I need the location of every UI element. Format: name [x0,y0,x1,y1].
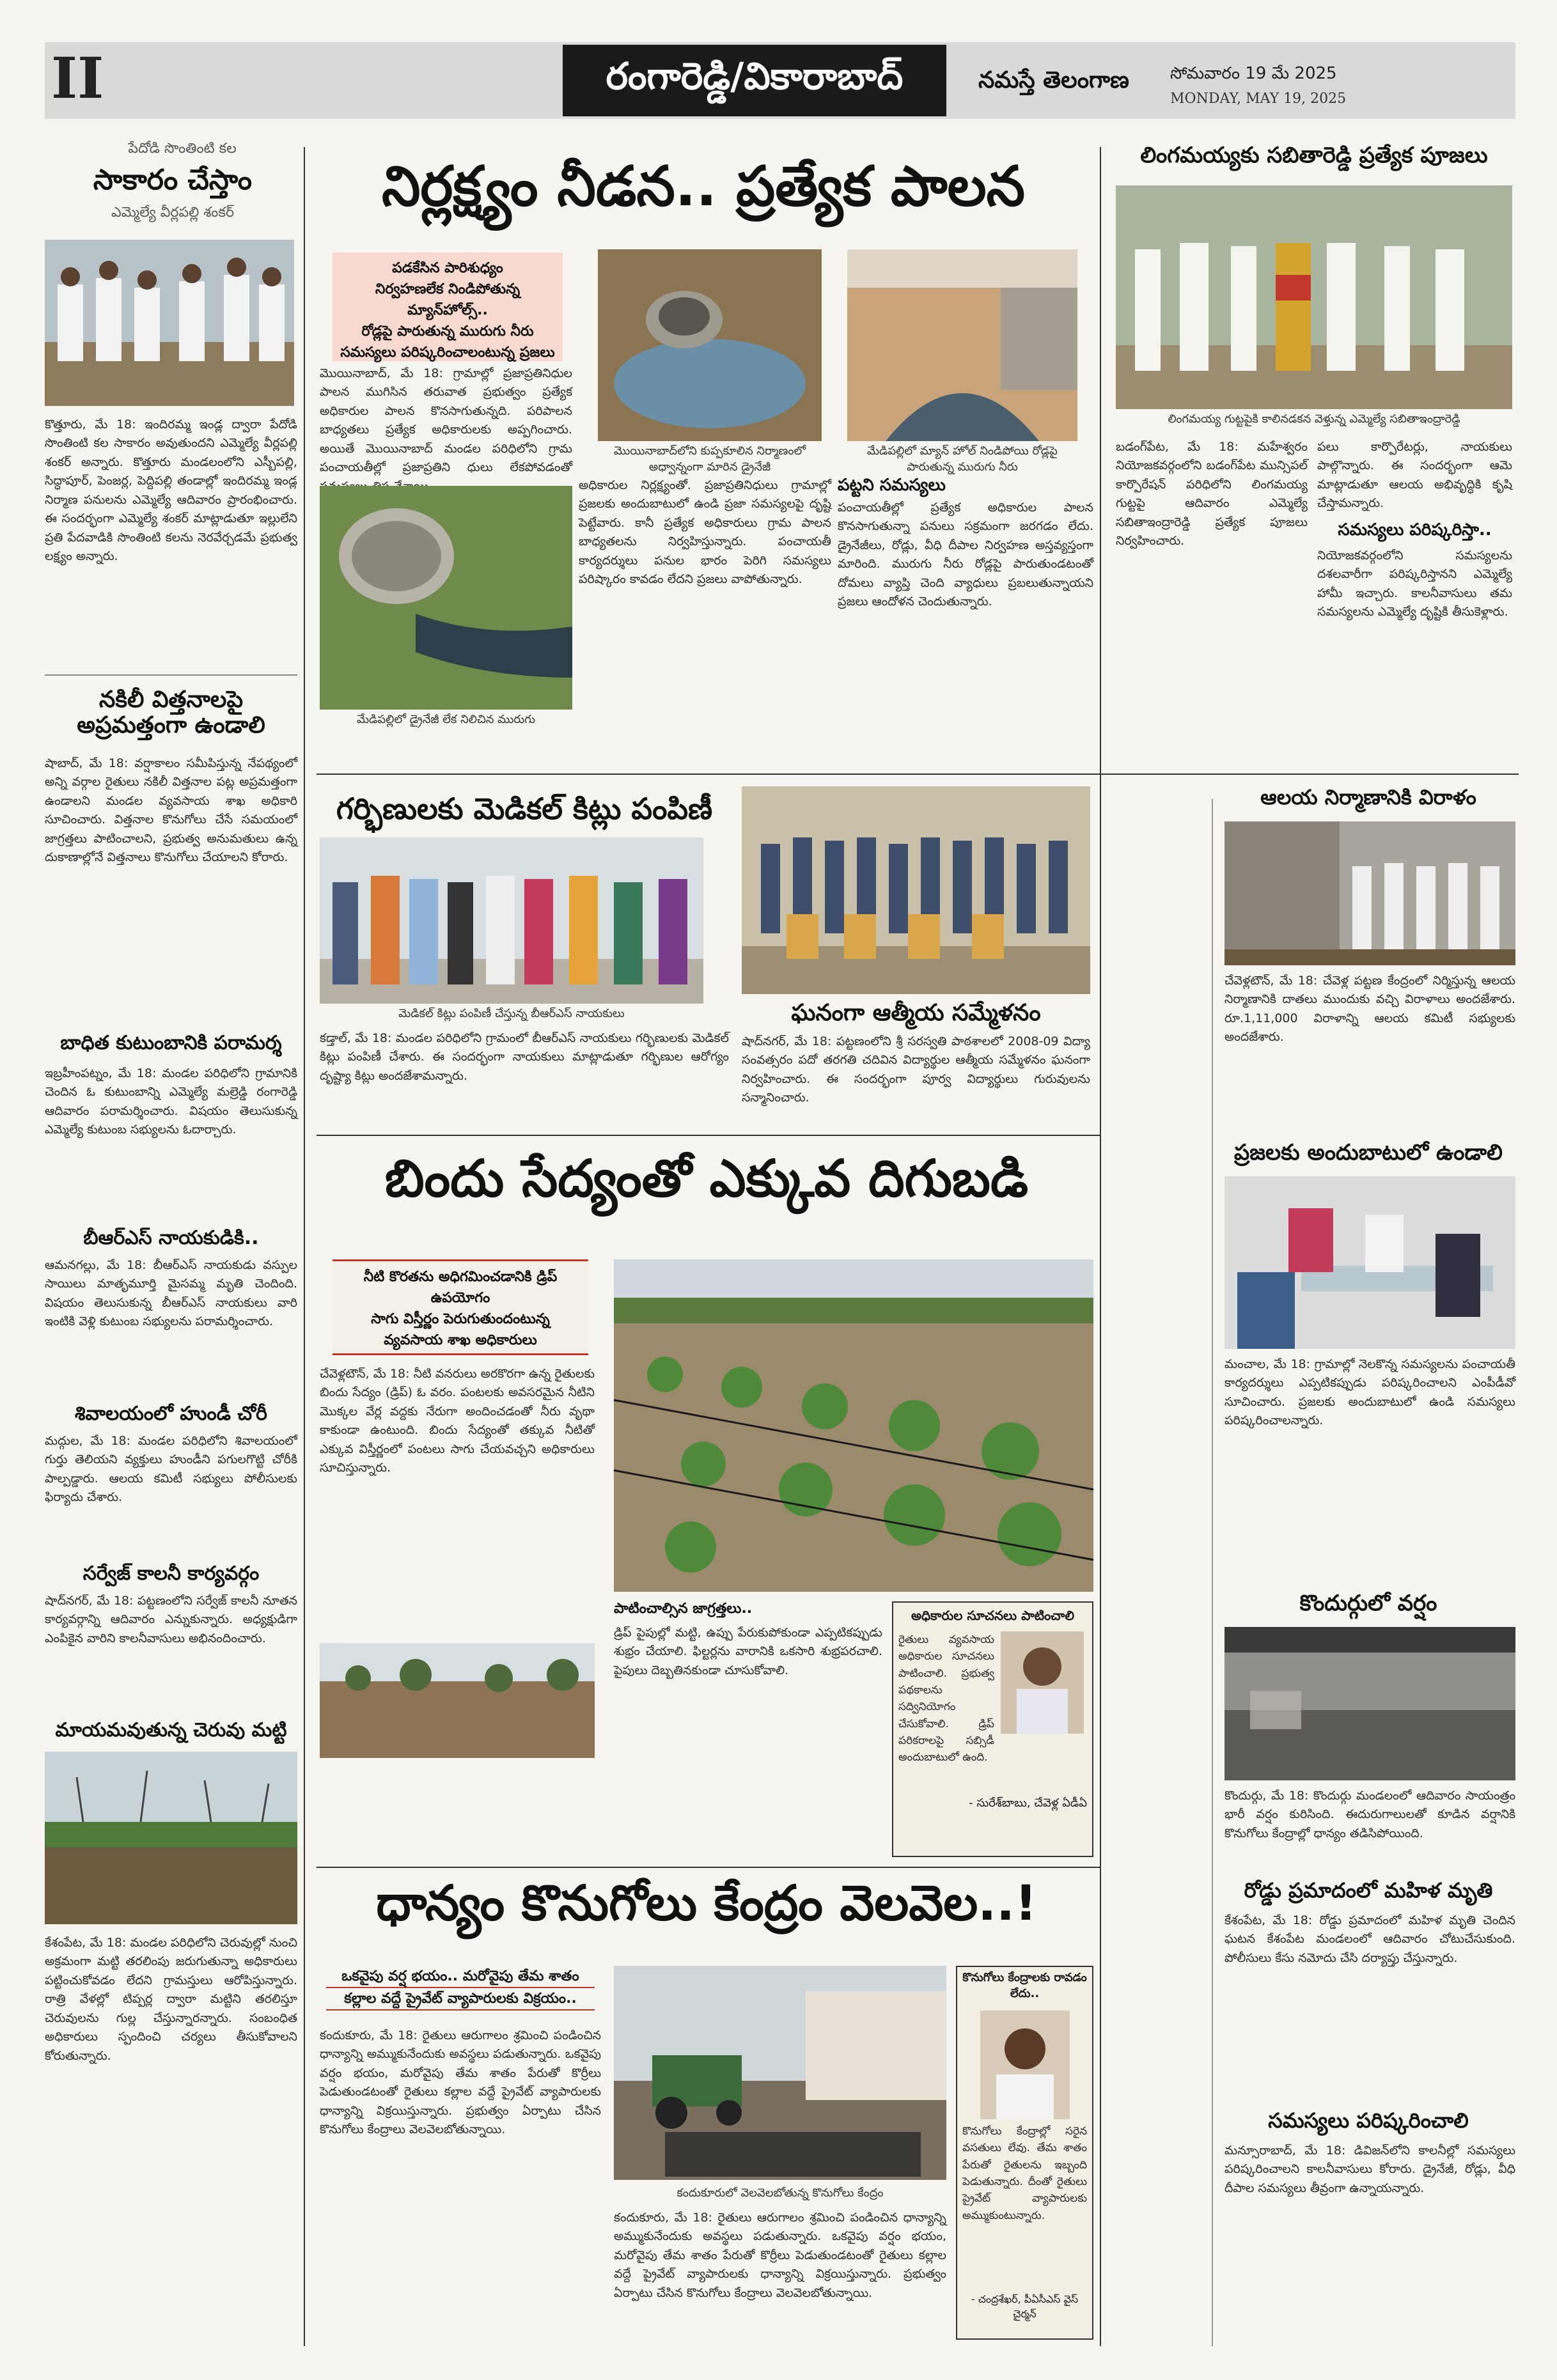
deck-line: నిర్వహణలేక నిండిపోతున్న మ్యాన్‌హోల్స్.. [375,281,520,318]
edition-title: రంగారెడ్డి/వికారాబాద్ [563,45,946,116]
story-headline: రోడ్డు ప్రమాదంలో మహిళ మృతి [1244,1878,1493,1902]
story-subhead: సమస్యలు పరిష్కరిస్తా.. [1338,520,1492,540]
story-body: కందుకూరు, మే 18: రైతులు ఆరుగాలం శ్రమించి పండించిన ధాన్యాన్ని అమ్ముకునేందుకు అవస్థలు పడుతున్నారు. ఒకవైపు వర్షం భయం, మరోవైపు తేమ శాతం పేరుతో కొర్రీలు పెడుతుండటంతో రైతులు కల్లాల వద్దే ప్రైవేట్ వ్యాపారులకు ధాన్యాన్ని విక్రయిస్తున్నారు. ప్రభుత్వం ఏర్పాటు చేసిన కొనుగోలు కేంద్రాలు వెలవెలబోతున్నాయి. [320,2028,601,2137]
news-photo [1224,821,1515,965]
story-body: పంచాయతీల్లో ప్రత్యేక అధికారుల పాలన కొనసాగుతున్నా పనులు సక్రమంగా జరగడం లేదు. డ్రైనేజీలు, రోడ్లు, వీధి దీపాల నిర్వహణ అస్తవ్యస్తంగా మారింది. మురుగు నీరు రోడ్లపై పారుతుండటంతో దోమలు వ్యాప్తి చెంది వ్యాధులు ప్రబలుతున్నాయని ప్రజలు ఆందోళన చెందుతున్నారు. [838,501,1093,609]
quote-title: కొనుగోలు కేంద్రాలకు రావడం లేదు.. [962,1971,1087,2000]
story-body: షాబాద్, మే 18: వర్షాకాలం సమీపిస్తున్న నేపథ్యంలో అన్ని వర్గాల రైతులు నకిలీ విత్తనాల పట్ల అప్రమత్తంగా ఉండాలని మండల వ్యవసాయ శాఖ అధికారి సూచించారు. విత్తనాల కొనుగోలు చేసే సమయంలో జాగ్రత్తలు పాటించాలని, ప్రభుత్వ అనుమతులు ఉన్న దుకాణాల్లోనే విత్తనాలు కొనుగోలు చేయాలని కోరారు. [45,756,297,865]
quote-body: రైతులు వ్యవసాయ అధికారుల సూచనలు పాటించాలి. ప్రభుత్వ పథకాలను సద్వినియోగం చేసుకోవాలి. డ్రిప్ పరికరాలపై సబ్సిడీ అందుబాటులో ఉంది. [898,1633,994,1764]
deck-line: రోడ్లపై పారుతున్న మురుగు నీరు [361,323,534,339]
column-rule [1100,147,1101,2346]
story-headline: లింగమయ్యకు సబితారెడ్డి ప్రత్యేక పూజలు [1140,143,1488,168]
story-headline: సాకారం చేస్తాం [93,164,253,196]
story-byline: ఎమ్మెల్యే వీర్లపల్లి శంకర్ [111,205,234,221]
quote-body: కొనుగోలు కేంద్రాల్లో సరైన వసతులు లేవు. తేమ శాతం పేరుతో రైతులను ఇబ్బంది పెడుతున్నారు. దీంతో రైతులు ప్రైవేట్ వ్యాపారులకు అమ్ముకుంటున్నారు. [962,2125,1087,2222]
story-body: అధికారుల నిర్లక్ష్యంతో. ప్రజాప్రతినిధులు గ్రామాల్లో ప్రజలకు అందుబాటులో ఉండి ప్రజా సమస్యలపై దృష్టి పెట్టేవారు. కానీ ప్రత్యేక అధికారులు గ్రామ పాలన బాధ్యతలను నిర్వహిస్తున్నారు. పంచాయతీ కార్యదర్శులు పనుల భారం పెరిగి సమస్యలు పరిష్కారం కావడం లేదని ప్రజలు వాపోతున్నారు. [579,478,831,587]
story-body: డ్రిప్ పైపుల్లో మట్టి, ఉప్పు పేరుకుపోకుండా ఎప్పటికప్పుడు శుభ్రం చేయాలి. ఫిల్టర్లను వారానికి ఒకసారి శుభ్రపరచాలి. పైపులు దెబ్బతినకుండా చూసుకోవాలి. [614,1626,882,1677]
newspaper-brand: నమస్తే తెలంగాణ [978,67,1129,93]
deck-line: ఒకవైపు వర్ష భయం.. మరోవైపు తేమ శాతం [341,1968,579,1984]
story-headline: మాయమవుతున్న చెరువు మట్టి [55,1719,287,1741]
divider [317,1135,1100,1136]
story-body: పలు కార్పొరేటర్లు, నాయకులు పాల్గొన్నారు. ఈ సందర్భంగా ఆమె మాట్లాడుతూ ఆలయ అభివృద్ధికి కృషి చేస్తామన్నారు. [1317,440,1512,511]
news-photo [847,249,1077,441]
person-photo [1001,1631,1084,1734]
photo-caption: మేడిపల్లిలో డ్రైనేజీ లేక నిలిచిన మురుగు [356,713,536,726]
story-body: కడ్తాల్, మే 18: మండల పరిధిలోని గ్రామంలో బీఆర్ఎస్ నాయకులు గర్భిణులకు మెడికల్ కిట్లు పంపిణీ చేశారు. ఈ సందర్భంగా నాయకులు మాట్లాడుతూ గర్భిణుల ఆరోగ్యం దృష్ట్యా కిట్లు అందజేశామన్నారు. [320,1031,729,1083]
news-photo [45,1752,297,1924]
story-body: కందుకూరు, మే 18: రైతులు ఆరుగాలం శ్రమించి పండించిన ధాన్యాన్ని అమ్ముకునేందుకు అవస్థలు పడుతున్నారు. ఒకవైపు వర్షం భయం, మరోవైపు తేమ శాతం పేరుతో కొర్రీలు పెడుతుండటంతో రైతులు కల్లాల వద్దే ప్రైవేట్ వ్యాపారులకు ధాన్యాన్ని విక్రయిస్తున్నారు. ప్రభుత్వం ఏర్పాటు చేసిన కొనుగోలు కేంద్రాలు వెలవెలబోతున్నాయి. [614,2211,946,2300]
deck-line: వ్యవసాయ శాఖ అధికారులు [384,1332,537,1348]
story-headline: సమస్యలు పరిష్కరించాలి [1268,2108,1469,2133]
date-telugu: సోమవారం 19 మే 2025 [1170,64,1337,83]
divider [45,674,297,676]
deck-line: కల్లాల వద్దే ప్రైవేట్ వ్యాపారులకు విక్రయం.. [326,1987,595,2011]
news-photo [1224,1176,1515,1349]
quote-title: అధికారుల సూచనలు పాటించాలి [911,1608,1074,1623]
deck-line: నీటి కొరతను అధిగమించడానికి డ్రిప్ ఉపయోగం [363,1269,558,1306]
column-rule [304,147,305,2346]
quote-signature: - చంద్రశేఖర్, పీఏసీఎస్ వైస్ చైర్మన్ [971,2293,1079,2320]
deck-line: పడకేసిన పారిశుధ్యం [392,260,503,276]
story-kicker: పేదోడి సొంతింటి కల [128,141,237,157]
story-headline: ఘనంగా ఆత్మీయ సమ్మేళనం [791,1000,1041,1026]
deck-line: సాగు విస్తీర్ణం పెరుగుతుందంటున్న [371,1311,550,1327]
page-number: II [51,45,104,111]
news-photo [614,1259,1093,1592]
lead-deck [333,253,563,361]
story-body: మద్గుల, మే 18: మండల పరిధిలోని శివాలయంలో గుర్తు తెలియని వ్యక్తులు హుండీని పగులగొట్టి చోరీకి పాల్పడ్డారు. ఆలయ కమిటీ సభ్యులు పోలీసులకు ఫిర్యాదు చేశారు. [45,1434,297,1505]
news-photo [614,1966,946,2180]
story-headline: గర్భిణులకు మెడికల్ కిట్లు పంపిణీ [336,791,713,826]
person-photo [980,2011,1070,2119]
story-body: షాద్‌నగర్, మే 18: పట్టణంలోని శ్రీ సరస్వతి పాఠశాలలో 2008-09 విద్యా సంవత్సరం పదో తరగతి చదివిన విద్యార్థుల ఆత్మీయ సమ్మేళనం ఘనంగా నిర్వహించారు. ఈ సందర్భంగా పూర్వ విద్యార్థులు గురువులను సన్మానించారు. [742,1034,1090,1105]
date-english: MONDAY, MAY 19, 2025 [1170,91,1347,107]
story-deck [333,1259,588,1355]
story-headline: ఆలయ నిర్మాణానికి విరాళం [1260,785,1476,809]
photo-caption: మొయినాబాద్‌లోని కుప్పకూలిన నిర్మాణంలో అధ్వాన్నంగా మారిన డ్రైనేజీ [613,444,806,474]
story-body: ఇబ్రహీంపట్నం, మే 18: మండల పరిధిలోని గ్రామానికి చెందిన ఓ కుటుంబాన్ని ఎమ్మెల్యే మల్రెడ్డి రంగారెడ్డి ఆదివారం పరామర్శించారు. విషయం తెలుసుకున్న ఎమ్మెల్యే కుటుంబ సభ్యులను ఓదార్చారు. [45,1066,297,1137]
story-body: మంచాల, మే 18: గ్రామాల్లో నెలకొన్న సమస్యలను పంచాయతీ కార్యదర్శులు ఎప్పటికప్పుడు పరిష్కరించాలని ఎంపీడీవో సూచించారు. ప్రజలకు అందుబాటులో ఉండి సమస్యలు పరిష్కరించాలన్నారు. [1224,1357,1515,1428]
story-body: బడంగ్‌పేట, మే 18: మహేశ్వరం నియోజకవర్గంలోని బడంగ్‌పేట మున్సిపల్ కార్పొరేషన్ పరిధిలోని లింగమయ్య గుట్టపై ఆదివారం ఎమ్మెల్యే సబితాఇంద్రారెడ్డి ప్రత్యేక పూజలు నిర్వహించారు. [1116,440,1308,548]
story-body: మొయినాబాద్, మే 18: గ్రామాల్లో ప్రజాప్రతినిధుల పాలన ముగిసిన తరువాత ప్రభుత్వం ప్రత్యేక అధికారుల పాలన కొనసాగుతున్నది. పరిపాలన బాధ్యతలు ప్రత్యేక అధికారులకు అప్పగించారు. అయితే మొయినాబాద్ మండల పరిధిలోని గ్రామ పంచాయతీల్లో ప్రజాప్రతిని ధులు లేకపోవడంతో [320,366,572,475]
story-headline: సర్వేజ్ కాలనీ కార్యవర్గం [82,1562,260,1585]
story-body: చేవెళ్లటౌన్, మే 18: నీటి వనరులు అరకొరగా ఉన్న రైతులకు బిందు సేద్యం (డ్రిప్) ఓ వరం. పంటలకు అవసరమైన నీటిని మొక్కల వేర్ల వద్దకు నేరుగా అందించడంతో నీరు వృథా కాకుండా ఉంటుంది. బిందు సేద్యంతో తక్కువ నీటితో ఎక్కువ విస్తీర్ణంలో పంటలు సాగు చేయవచ్చని అధికారులు సూచిస్తున్నారు. [320,1367,595,1475]
story-headline: బాధిత కుటుంబానికి పరామర్శ [60,1032,282,1054]
story-body: కేశంపేట, మే 18: మండల పరిధిలోని చెరువుల్లో నుంచి అక్రమంగా మట్టి తరలింపు జరుగుతున్నా అధికారులు పట్టించుకోవడం లేదని గ్రామస్తులు ఆరోపిస్తున్నారు. రాత్రి వేళల్లో టిప్పర్ల ద్వారా మట్టిని తరలిస్తూ చెరువులను గుల్ల చేస్తున్నారన్నారు. సంబంధిత అధికారులు స్పందించి చర్యలు తీసుకోవాలని కోరుతున్నారు. [45,1936,297,2063]
story-body: చేవెళ్లటౌన్, మే 18: చేవెళ్ల పట్టణ కేంద్రంలో నిర్మిస్తున్న ఆలయ నిర్మాణానికి దాతలు ముందుకు వచ్చి విరాళాలు అందజేశారు. రూ.1,11,000 విరాళాన్ని ఆలయ కమిటీ సభ్యులకు అందజేశారు. [1224,974,1515,1045]
story-body: ఆమనగల్లు, మే 18: బీఆర్ఎస్ నాయకుడు వస్పుల సాయిలు మాతృమూర్తి మైసమ్మ మృతి చెందింది. విషయం తెలుసుకున్న బీఆర్ఎస్ నాయకులు వారి ఇంటికి వెళ్లి కుటుంబ సభ్యులను పరామర్శించారు. [45,1258,297,1329]
quote-box [892,1601,1093,1857]
story-headline: బిందు సేద్యంతో ఎక్కువ దిగుబడి [384,1149,1029,1208]
news-photo [1224,1627,1515,1780]
photo-caption: మెడికల్ కిట్లు పంపిణీ చేస్తున్న బీఆర్ఎస్ నాయకులు [398,1007,625,1020]
column-rule [1212,799,1213,2346]
news-photo [45,240,294,406]
story-subhead: పాటించాల్సిన జాగ్రత్తలు.. [614,1601,753,1617]
story-headline: ధాన్యం కొనుగోలు కేంద్రం వెలవెల..! [376,1874,1037,1931]
story-headline: శివాలయంలో హుండీ చోరీ [75,1403,267,1425]
deck-line: సమస్యలు పరిష్కరించాలంటున్న ప్రజలు [340,345,555,361]
story-headline: బీఆర్ఎస్ నాయకుడికి.. [83,1227,259,1249]
news-photo [1116,185,1512,409]
quote-box [956,1966,1093,2340]
news-photo [320,837,703,1004]
photo-caption: కందుకూరులో వెలవెలబోతున్న కొనుగోలు కేంద్రం [677,2186,884,2200]
lead-headline: నిర్లక్ష్యం నీడన.. ప్రత్యేక పాలన [382,155,1025,219]
story-headline: కొందుర్గులో వర్షం [1299,1591,1437,1616]
divider [317,774,1519,775]
news-photo [320,486,572,710]
news-photo [320,1643,595,1758]
lead-subhead: పట్టని సమస్యలు [838,476,946,495]
photo-caption: లింగమయ్య గుట్టపైకి కాలినడకన వెళ్తున్న ఎమ్మెల్యే సబితాఇంద్రారెడ్డి [1168,412,1460,426]
news-photo [598,249,822,441]
story-body: నియోజకవర్గంలోని సమస్యలను దశలవారీగా పరిష్కరిస్తానని ఎమ్మెల్యే హామీ ఇచ్చారు. కాలనీవాసులు తమ సమస్యలను ఎమ్మెల్యే దృష్టికి తీసుకెళ్లారు. [1317,548,1512,619]
divider [317,1867,1100,1868]
news-photo [742,786,1090,994]
story-body: కొందుర్గు, మే 18: కొందుర్గు మండలంలో ఆదివారం సాయంత్రం భారీ వర్షం కురిసింది. ఈదురుగాలులతో కూడిన వర్షానికి కొనుగోలు కేంద్రాల్లో ధాన్యం తడిసిపోయింది. [1224,1789,1515,1840]
story-body: మన్సూరాబాద్, మే 18: డివిజన్‌లోని కాలనీల్లో సమస్యలు పరిష్కరించాలని కాలనీవాసులు కోరారు. డ్రైనేజీ, రోడ్లు, వీధి దీపాల సమస్యలు తీవ్రంగా ఉన్నాయన్నారు. [1224,2143,1515,2195]
story-body: కేశంపేట, మే 18: రోడ్డు ప్రమాదంలో మహిళ మృతి చెందిన ఘటన కేశంపేట మండలంలో ఆదివారం చోటుచేసుకుంది. పోలీసులు కేసు నమోదు చేసి దర్యాప్తు చేస్తున్నారు. [1224,1913,1515,1965]
story-headline: ప్రజలకు అందుబాటులో ఉండాలి [1234,1140,1503,1165]
photo-caption: మేడిపల్లిలో మ్యాన్ హోల్ నిండిపోయి రోడ్లపై పారుతున్న మురుగు నీరు [867,444,1058,474]
story-deck [326,1966,595,2011]
story-body: షాద్‌నగర్, మే 18: పట్టణంలోని సర్వేజ్ కాలనీ నూతన కార్యవర్గాన్ని ఆదివారం ఎన్నుకున్నారు. అధ్యక్షుడిగా ఎంపికైన వారిని కాలనీవాసులు అభినందించారు. [45,1594,297,1645]
story-body: కొత్తూరు, మే 18: ఇందిరమ్మ ఇండ్ల ద్వారా పేదోడి సొంతింటి కల సాకారం అవుతుందని ఎమ్మెల్యే వీర్లపల్లి శంకర్ అన్నారు. కొత్తూరు మండలంలోని ఎస్బీపల్లి, సిద్ధాపూర్, పెంజర్ల, పెద్దిపల్లి తండాల్లో ఇందిరమ్మ ఇండ్ల నిర్మాణ పనులను ఎమ్మెల్యే ఆదివారం ప్రారంభించారు. ఈ సందర్భంగా ఎమ్మెల్యే శంకర్ మాట్లాడుతూ ఇల్లులేని ప్రతి పేదవాడికి సొంతింటి కలను నెరవేర్చడమే ప్రభుత్వ లక్ష్యం అన్నారు. [45,417,297,564]
story-headline: నకిలీ విత్తనాలపై అప్రమత్తంగా ఉండాలి [77,687,265,738]
quote-signature: - సురేశ్‌బాబు, చేవెళ్ల ఏడీఏ [969,1796,1087,1810]
